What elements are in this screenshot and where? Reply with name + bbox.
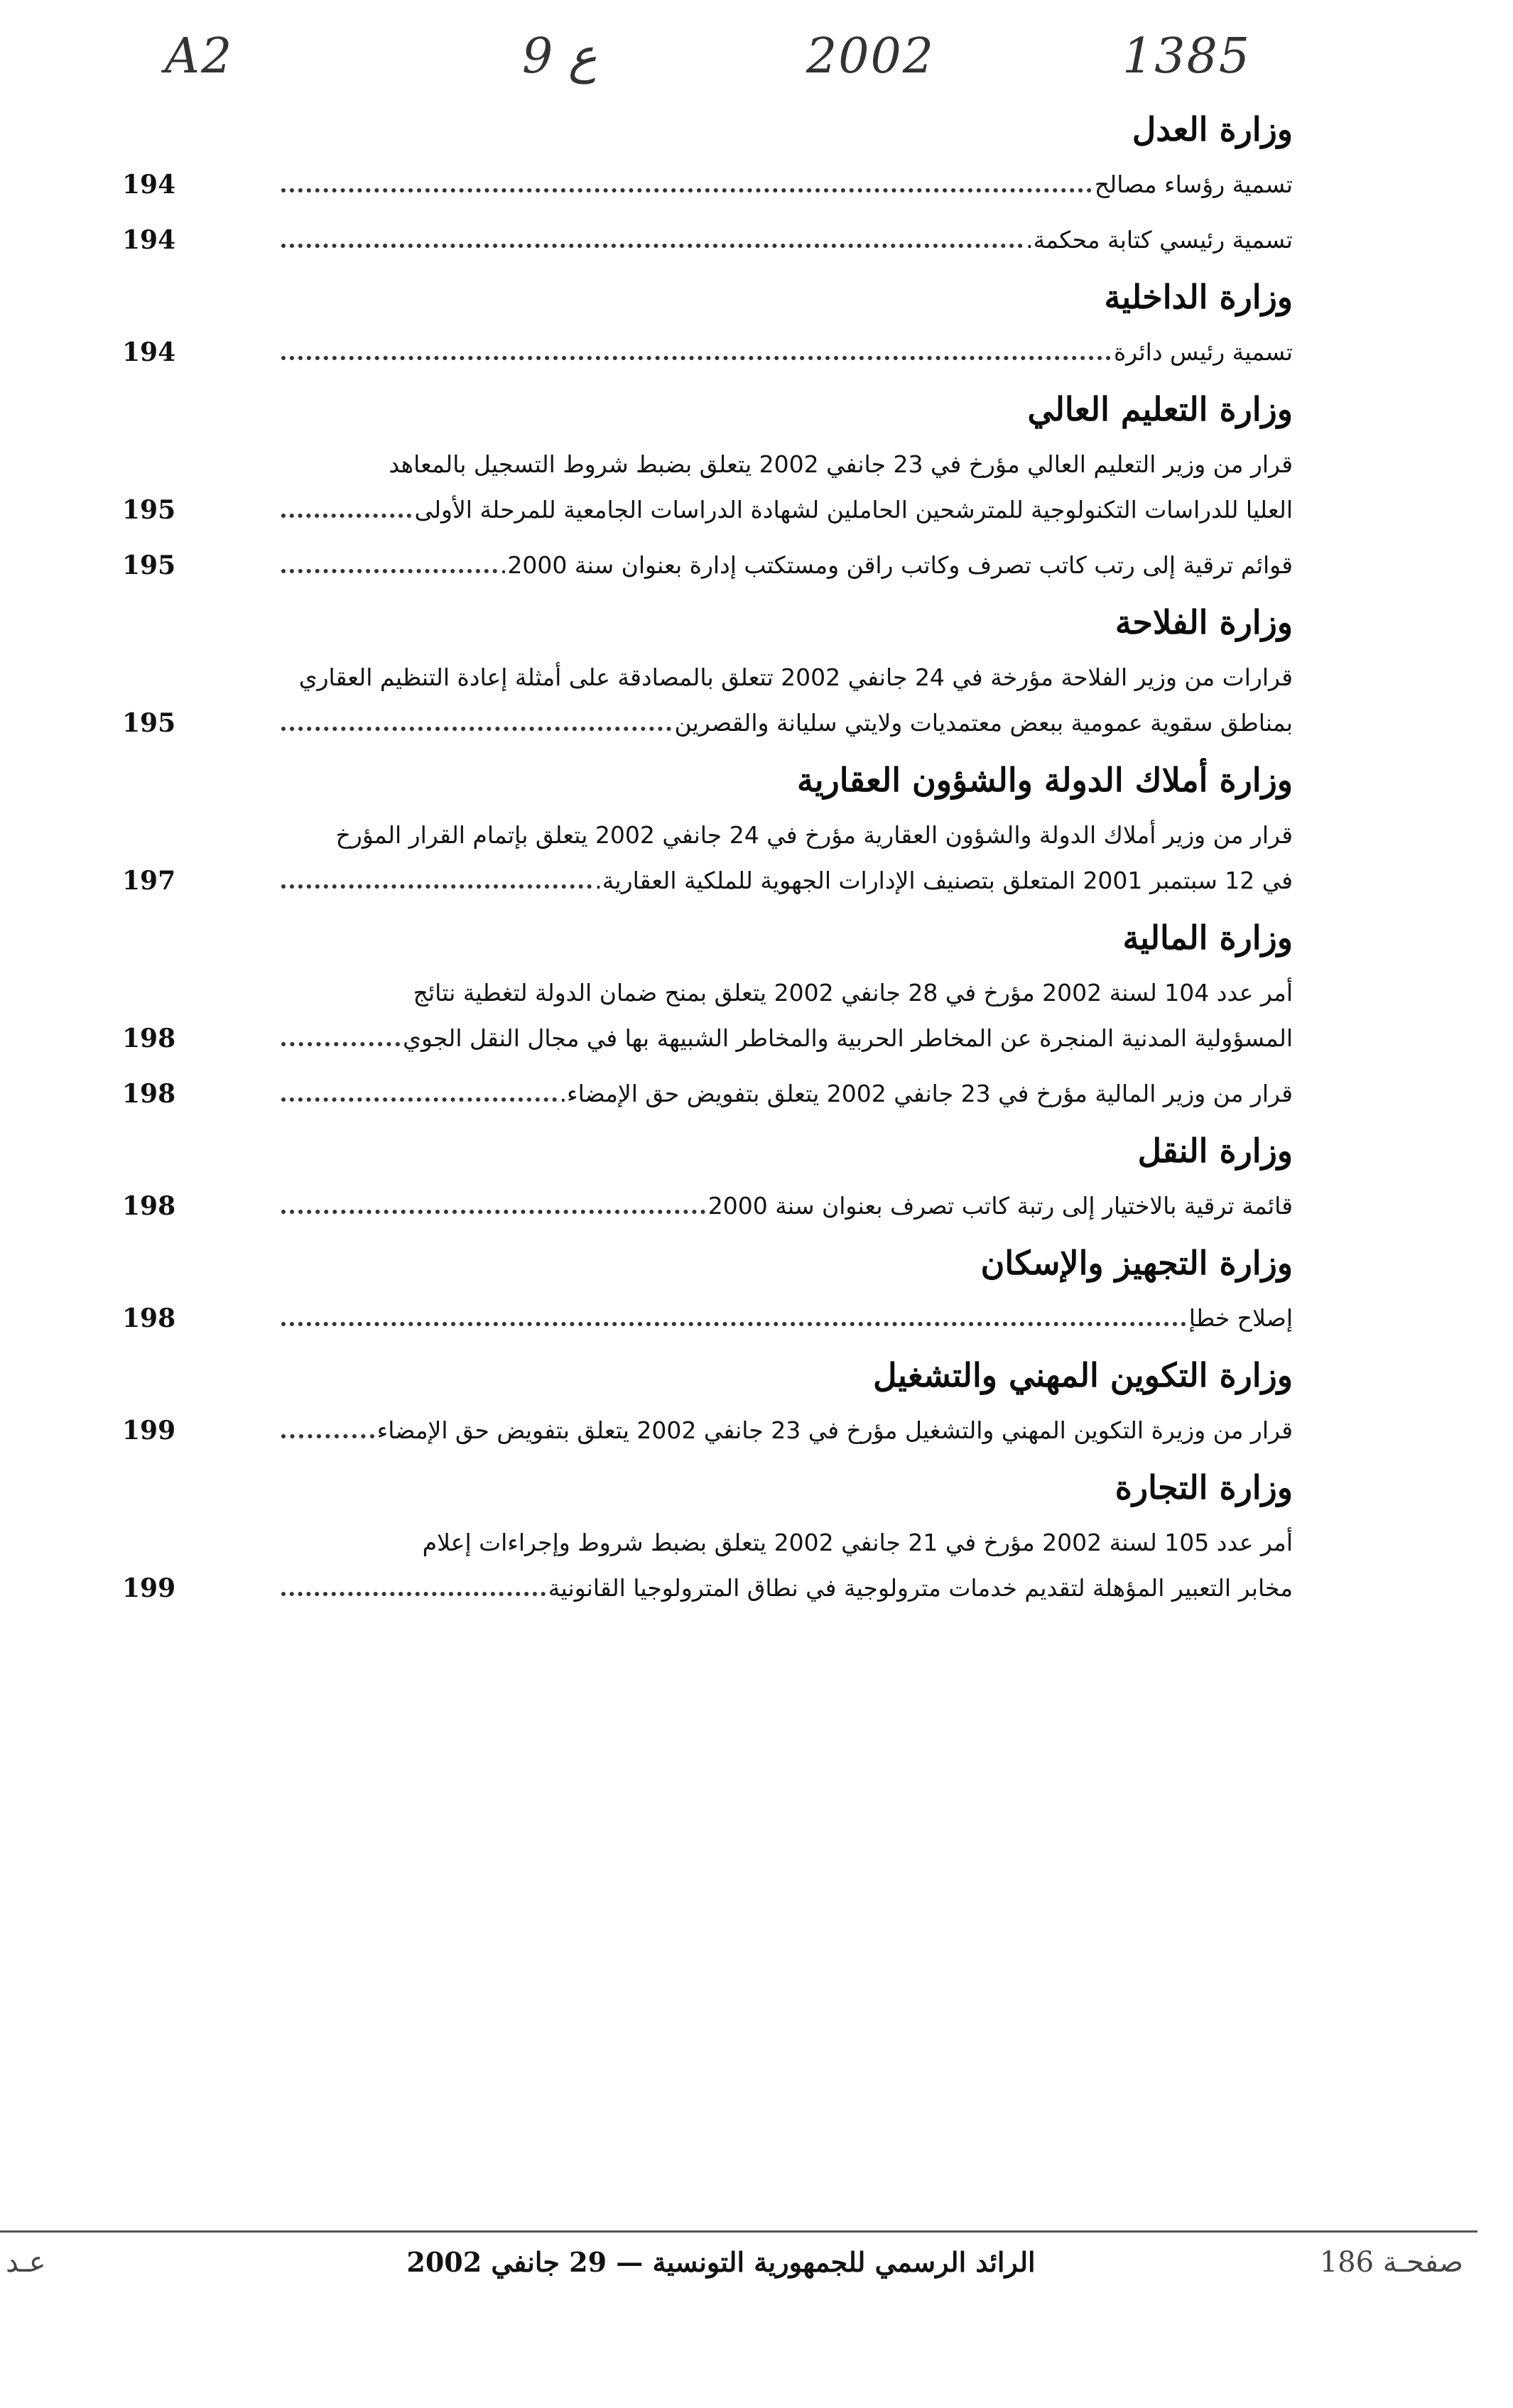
page-number: 199	[122, 1416, 176, 1446]
entry-line	[278, 1183, 1293, 1229]
page-number: 195	[122, 495, 176, 525]
entry-text	[278, 217, 1293, 263]
entry-line	[278, 330, 1293, 375]
dot-leader	[281, 514, 411, 518]
entry-text	[278, 442, 1293, 533]
toc-entry	[107, 1071, 1293, 1117]
footer-edge-fragment: عـد	[6, 2246, 46, 2279]
ministry-section	[107, 273, 1293, 375]
page-number: 198	[122, 1024, 176, 1053]
page-number: 198	[122, 1079, 176, 1109]
entry-line-text: أمر عدد 104 لسنة 2002 مؤرخ في 28 جانفي 2002 يتعلق بمنح ضمان الدولة لتغطية نتائج	[413, 979, 1293, 1007]
handwritten-mark-issue: 9 ع	[522, 28, 597, 85]
toc-entry	[107, 1520, 1293, 1611]
footer-journal-title: الرائد الرسمي للجمهورية التونسية — 29 جانفي 2002	[406, 2246, 1036, 2278]
entry-text	[278, 330, 1293, 375]
page-number: 195	[122, 708, 176, 738]
entry-text	[278, 543, 1293, 588]
dot-leader	[281, 884, 592, 889]
dot-leader	[281, 1042, 400, 1046]
ministry-heading: وزارة المالية	[1122, 918, 1293, 957]
ministry-section	[107, 598, 1293, 746]
entry-line-text: في 12 سبتمبر 2001 المتعلق بتصنيف الإدارات الجهوية للملكية العقارية.	[595, 867, 1293, 894]
page-number: 194	[122, 225, 176, 255]
ministry-heading: وزارة التجهيز والإسكان	[980, 1244, 1293, 1282]
ministry-heading: وزارة التكوين المهني والتشغيل	[873, 1356, 1293, 1394]
entry-line-text: تسمية رؤساء مصالح	[1094, 170, 1293, 198]
page-number: 198	[122, 1191, 176, 1221]
ministry-heading: وزارة العدل	[1132, 110, 1293, 148]
entry-line	[278, 1071, 1293, 1117]
page-number: 198	[122, 1303, 176, 1333]
entry-line-text: قوائم ترقية إلى رتب كاتب تصرف وكاتب راقن ومستكتب إدارة بعنوان سنة 2000.	[499, 551, 1293, 579]
page-footer	[0, 2246, 1513, 2303]
toc-entry	[107, 813, 1293, 904]
entry-line-text: قرارات من وزير الفلاحة مؤرخة في 24 جانفي 2002 تتعلق بالمصادقة على أمثلة إعادة التنظيم العقاري	[298, 663, 1293, 691]
entry-line	[278, 217, 1293, 263]
dot-leader	[281, 1210, 705, 1214]
toc-entry	[107, 1296, 1293, 1341]
entry-line-text: أمر عدد 105 لسنة 2002 مؤرخ في 21 جانفي 2002 يتعلق بضبط شروط وإجراءات إعلام	[422, 1529, 1293, 1556]
handwritten-mark-ref: 1385	[1122, 28, 1252, 85]
ministry-section	[107, 1351, 1293, 1453]
ministry-heading: وزارة الداخلية	[1104, 278, 1293, 316]
dot-leader	[281, 1322, 1186, 1326]
dot-leader	[281, 188, 1092, 192]
entry-line-text: بمناطق سقوية عمومية ببعض معتمديات ولايتي سليانة والقصرين	[674, 709, 1293, 737]
footer-page-number: صفحـة 186	[1319, 2246, 1463, 2279]
toc-entry	[107, 970, 1293, 1061]
entry-line-text: قرار من وزيرة التكوين المهني والتشغيل مؤرخ في 23 جانفي 2002 يتعلق بتفويض حق الإمضاء	[376, 1416, 1293, 1444]
page-number: 195	[122, 551, 176, 580]
entry-text	[278, 655, 1293, 746]
dot-leader	[281, 244, 1023, 248]
entry-line-text: العليا للدراسات التكنولوجية للمترشحين الحاملين لشهادة الدراسات الجامعية للمرحلة الأولى	[414, 496, 1293, 524]
entry-line	[278, 162, 1293, 207]
entry-line-text: قائمة ترقية بالاختيار إلى رتبة كاتب تصرف بعنوان سنة 2000	[707, 1192, 1293, 1220]
dot-leader	[281, 356, 1111, 360]
entry-text	[278, 1520, 1293, 1611]
handwritten-mark-year: 2002	[806, 28, 936, 85]
ministry-heading: وزارة أملاك الدولة والشؤون العقارية	[797, 761, 1293, 799]
entry-line-text: المسؤولية المدنية المنجرة عن المخاطر الحربية والمخاطر الشبيهة بها في مجال النقل الجوي	[403, 1024, 1293, 1052]
entry-text	[278, 1296, 1293, 1341]
dot-leader	[281, 1592, 546, 1596]
entry-line	[278, 1016, 1293, 1061]
page-number: 199	[122, 1573, 176, 1603]
ministry-section	[107, 1463, 1293, 1611]
ministry-heading: وزارة التعليم العالي	[1027, 390, 1293, 428]
toc-entry	[107, 217, 1293, 263]
page-number: 197	[122, 866, 176, 896]
toc-entry	[107, 543, 1293, 588]
toc-entry	[107, 655, 1293, 746]
ministry-section	[107, 1239, 1293, 1341]
ministry-section	[107, 913, 1293, 1117]
entry-text	[278, 1071, 1293, 1117]
ministry-section	[107, 385, 1293, 588]
entry-line-text: مخابر التعبير المؤهلة لتقديم خدمات مترولوجية في نطاق المترولوجيا القانونية	[548, 1574, 1293, 1602]
entry-line	[278, 858, 1293, 904]
entry-line	[278, 1566, 1293, 1611]
dot-leader	[281, 1434, 374, 1438]
toc-entry	[107, 1408, 1293, 1453]
entry-line-text: قرار من وزير المالية مؤرخ في 23 جانفي 2002 يتعلق بتفويض حق الإمضاء.	[559, 1080, 1293, 1107]
entry-line-text: تسمية رئيس دائرة	[1113, 338, 1293, 366]
entry-line	[278, 700, 1293, 746]
table-of-contents	[107, 98, 1293, 1621]
entry-line-text: إصلاح خطإ	[1188, 1304, 1293, 1332]
entry-line	[278, 813, 1293, 858]
entry-text	[278, 970, 1293, 1061]
ministry-heading: وزارة التجارة	[1115, 1468, 1293, 1507]
ministry-section	[107, 1127, 1293, 1229]
entry-line-text: تسمية رئيسي كتابة محكمة.	[1026, 226, 1293, 254]
ministry-heading: وزارة الفلاحة	[1115, 603, 1293, 641]
entry-line	[278, 487, 1293, 533]
entry-text	[278, 813, 1293, 904]
entry-line	[278, 1296, 1293, 1341]
entry-line-text: قرار من وزير التعليم العالي مؤرخ في 23 جانفي 2002 يتعلق بضبط شروط التسجيل بالمعاهد	[389, 450, 1293, 478]
dot-leader	[281, 1097, 557, 1102]
entry-line	[278, 970, 1293, 1016]
entry-line	[278, 1520, 1293, 1566]
entry-text	[278, 1183, 1293, 1229]
toc-entry	[107, 1183, 1293, 1229]
toc-entry	[107, 442, 1293, 533]
entry-text	[278, 1408, 1293, 1453]
toc-entry	[107, 162, 1293, 207]
dot-leader	[281, 569, 497, 573]
entry-line	[278, 1408, 1293, 1453]
page-number: 194	[122, 170, 176, 200]
entry-line	[278, 543, 1293, 588]
entry-text	[278, 162, 1293, 207]
footer-divider	[0, 2230, 1477, 2233]
toc-entry	[107, 330, 1293, 375]
entry-line	[278, 655, 1293, 700]
ministry-heading: وزارة النقل	[1137, 1132, 1293, 1170]
entry-line-text: قرار من وزير أملاك الدولة والشؤون العقارية مؤرخ في 24 جانفي 2002 يتعلق بإتمام القرار المؤرخ	[335, 821, 1293, 849]
handwritten-mark-a2: A2	[165, 28, 234, 85]
ministry-section	[107, 756, 1293, 904]
page-number: 194	[122, 337, 176, 367]
ministry-section	[107, 105, 1293, 263]
entry-line	[278, 442, 1293, 487]
dot-leader	[281, 727, 671, 731]
